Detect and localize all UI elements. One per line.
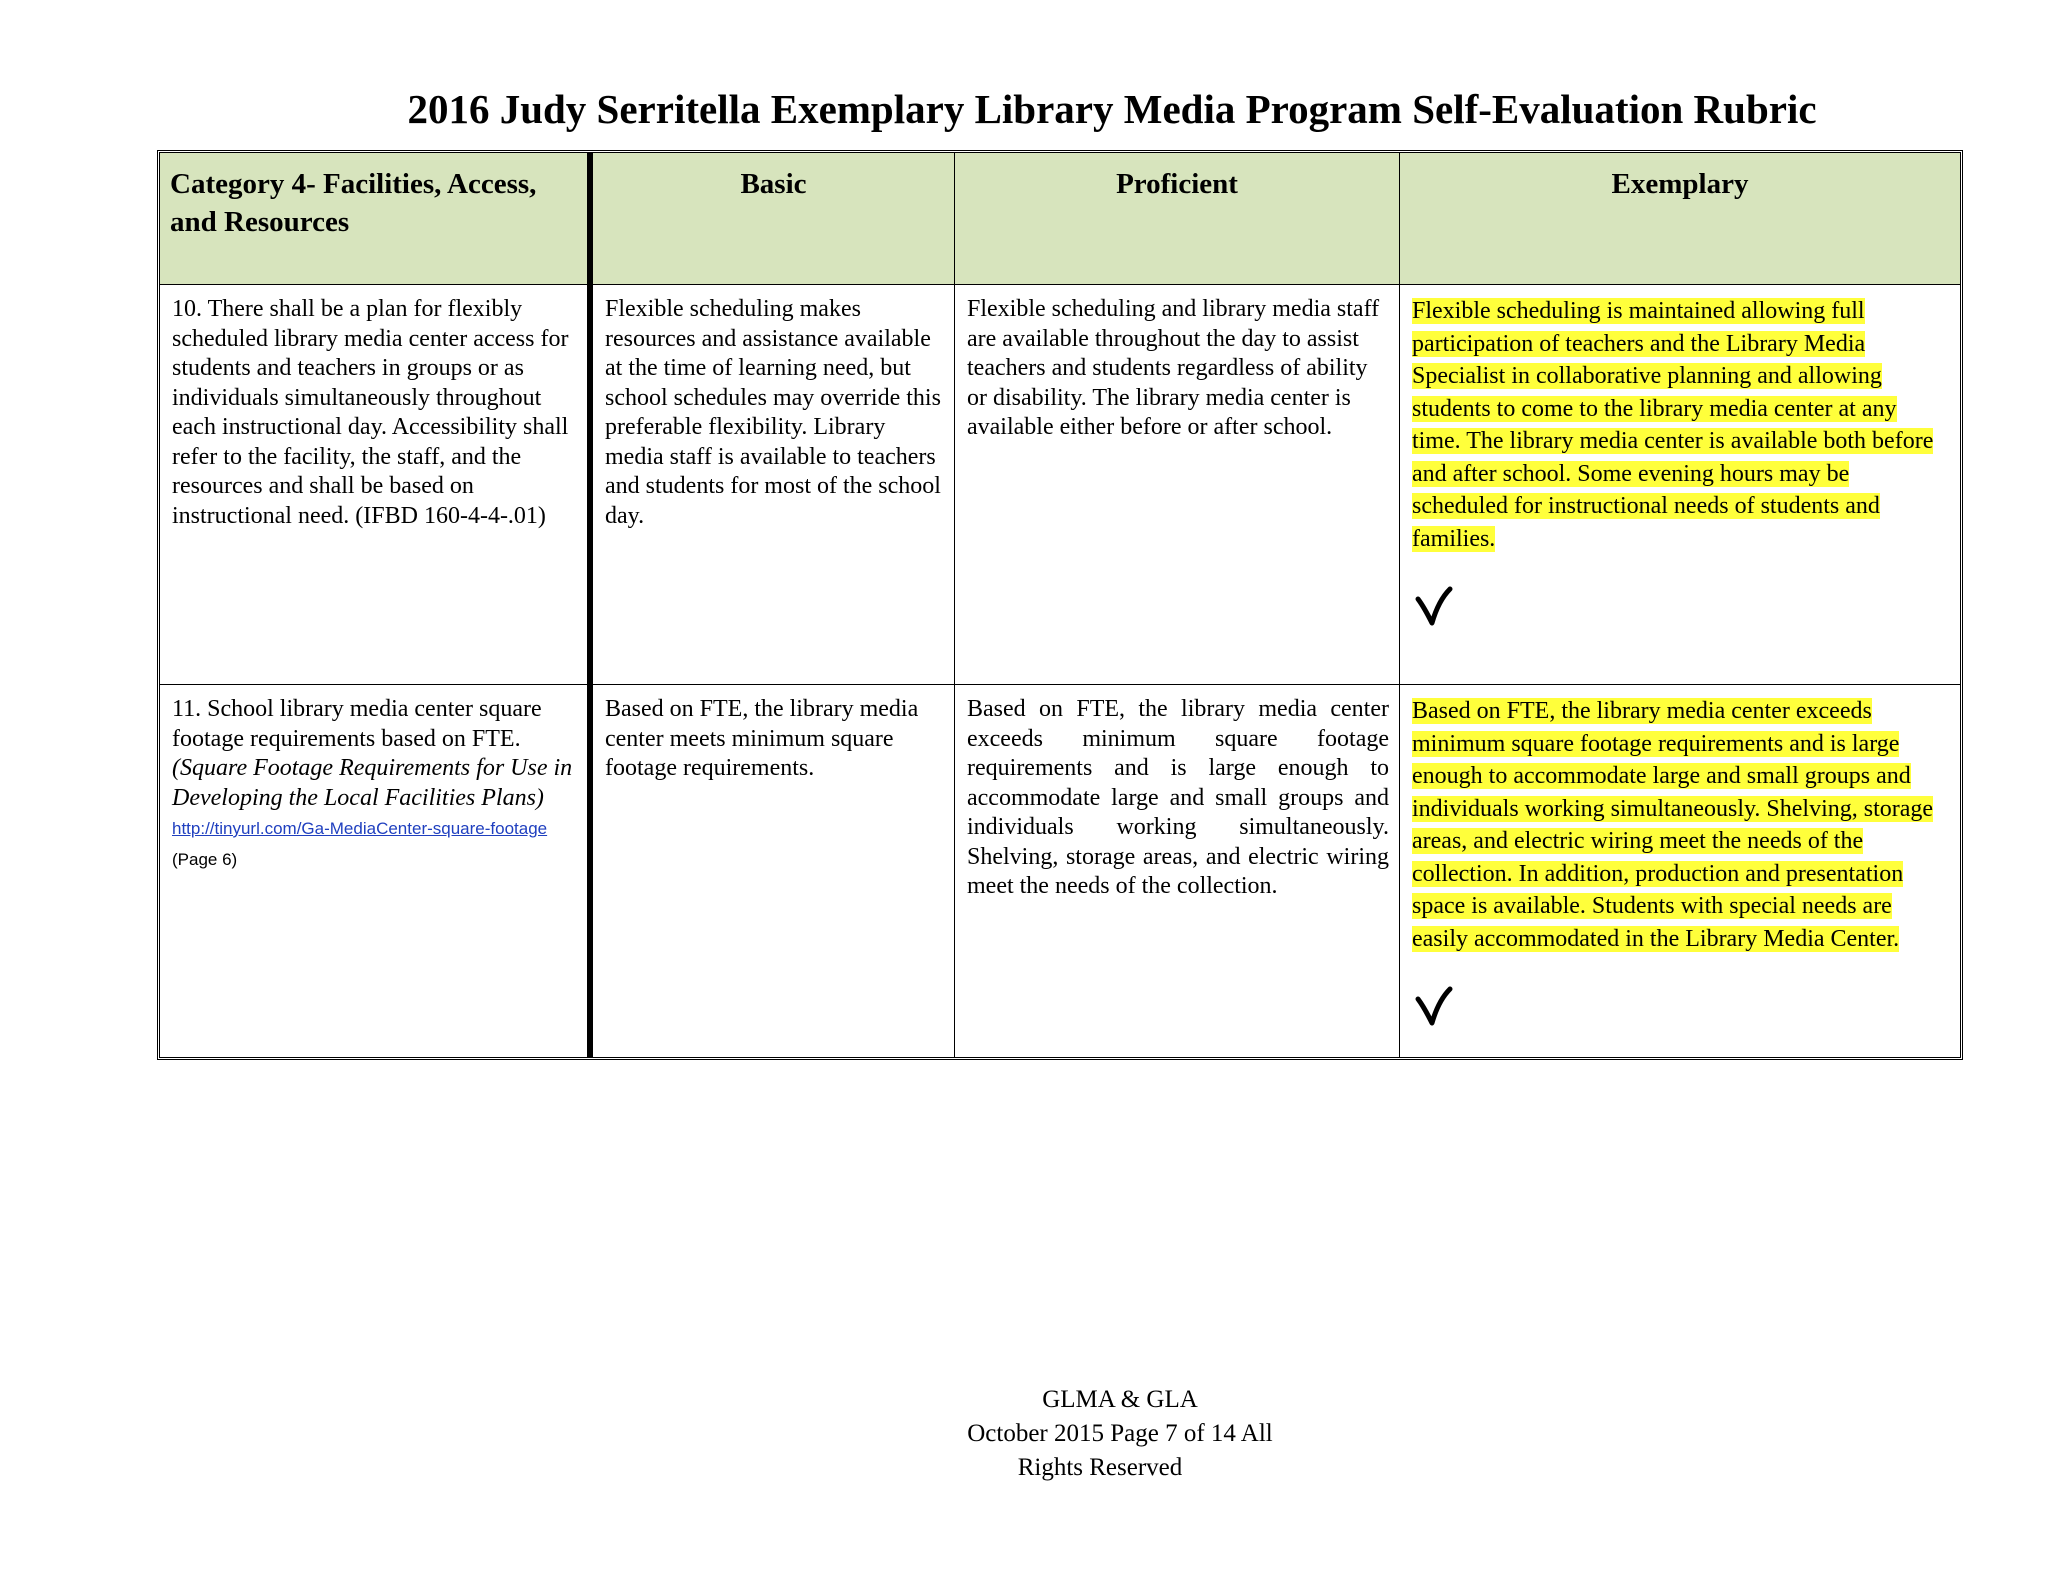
criterion-text: 10. There shall be a plan for flexibly scheduled library media center access for students and teachers in groups or as individuals simultaneously throughout each instructional day. Accessibility shall refer to the facility, the staff, and the resources and shall be based on instructional need. (IFBD 160-4-4-.01) xyxy=(172,296,569,529)
exemplary-highlighted-text: Flexible scheduling is maintained allowing full participation of teachers and the Library Media Specialist in collaborative planning and allowing students to come to the library media center at any time. The library media center is available both before and after school. Some evening hours may be scheduled for instructional needs of students and families. xyxy=(1412,298,1934,552)
proficient-header: Proficient xyxy=(955,153,1400,285)
header-row xyxy=(160,153,1960,285)
exemplary-cell xyxy=(1400,285,1960,685)
criterion-text: 11. School library media center square footage requirements based on FTE. xyxy=(172,696,542,752)
criterion-link[interactable]: http://tinyurl.com/Ga-MediaCenter-square-footage xyxy=(172,819,548,838)
basic-header: Basic xyxy=(593,153,955,285)
criterion-reference: (Square Footage Requirements for Use in Developing the Local Facilities Plans) xyxy=(172,755,573,811)
basic-text: Flexible scheduling makes resources and assistance available at the time of learning need, but school schedules may override this preferable flexibility. Library media staff is available to teachers and students for most of the school day. xyxy=(605,296,941,529)
exemplary-cell xyxy=(1400,685,1960,1057)
exemplary-header: Exemplary xyxy=(1400,153,1960,285)
table-row xyxy=(160,685,1960,1057)
basic-cell xyxy=(593,685,955,1057)
proficient-text: Flexible scheduling and library media staff are available throughout the day to assist teachers and students regardless of ability or disability. The library media center is available either before or after school. xyxy=(967,296,1380,440)
basic-cell xyxy=(593,285,955,685)
footer-rights: Rights Reserved xyxy=(1017,1454,1183,1481)
proficient-cell xyxy=(955,285,1400,685)
check-mark-icon xyxy=(1414,585,1454,635)
check-mark-icon xyxy=(1414,985,1454,1035)
criterion-cell xyxy=(160,685,593,1057)
footer-date-page: October 2015 Page 7 of 14 All xyxy=(967,1420,1273,1447)
table-row xyxy=(160,285,1960,685)
category-header: Category 4- Facilities, Access, and Resources xyxy=(160,153,593,285)
page-footer xyxy=(880,1383,1360,1485)
page-title: 2016 Judy Serritella Exemplary Library Media Program Self-Evaluation Rubric xyxy=(407,86,1817,132)
footer-org: GLMA & GLA xyxy=(1042,1386,1198,1413)
proficient-cell xyxy=(955,685,1400,1057)
criterion-cell xyxy=(160,285,593,685)
proficient-text: Based on FTE, the library media center exceeds minimum square footage requirements and is large enough to accommodate large and small groups and individuals working simultaneously. Shelving, storage areas, and electric wiring meet the needs of the collection. xyxy=(967,696,1389,899)
criterion-page-note: (Page 6) xyxy=(172,849,238,869)
basic-text: Based on FTE, the library media center meets minimum square footage requirements. xyxy=(605,696,919,781)
rubric-table xyxy=(157,150,1963,1060)
exemplary-highlighted-text: Based on FTE, the library media center exceeds minimum square footage requirements and is large enough to accommodate large and small groups and individuals working simultaneously. Shelving, storage areas, and electric wiring meet the needs of the collection. In addition, production and presentation space is available. Students with special needs are easily accommodated in the Library Media Center. xyxy=(1412,698,1934,952)
